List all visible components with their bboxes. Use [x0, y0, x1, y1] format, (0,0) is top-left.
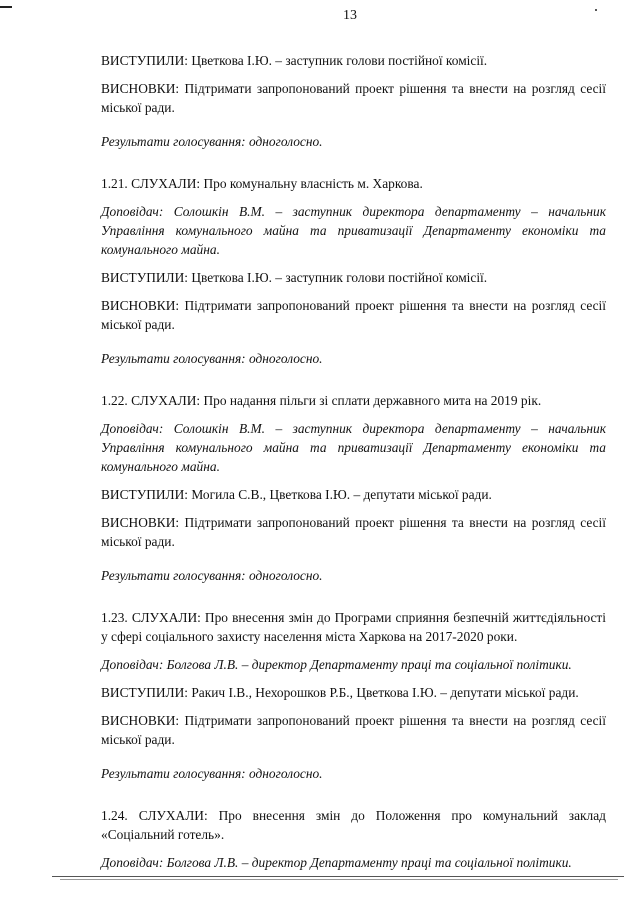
- speakers-paragraph: ВИСТУПИЛИ: Цветкова І.Ю. – заступник голови постійної комісії.: [101, 270, 488, 285]
- agenda-item-heading: 1.23. СЛУХАЛИ: Про внесення змін до Програми сприяння безпечній життєдіяльності у сфері соціального захисту населення міста Харкова на 2017-2020 роки.: [101, 610, 606, 644]
- rapporteur-paragraph: Доповідач: Болгова Л.В. – директор Департаменту праці та соціальної політики.: [101, 855, 572, 870]
- speakers-paragraph: ВИСТУПИЛИ: Могила С.В., Цветкова І.Ю. – депутати міської ради.: [101, 487, 492, 502]
- voting-result: Результати голосування: одноголосно.: [101, 766, 323, 781]
- rapporteur-paragraph: Доповідач: Болгова Л.В. – директор Департаменту праці та соціальної політики.: [101, 657, 572, 672]
- rapporteur-paragraph: Доповідач: Солошкін В.М. – заступник директора департаменту – начальник Управління комунального майна та приватизації Департаменту економіки та комунального майна.: [101, 421, 606, 474]
- document-body: [101, 51, 606, 881]
- conclusions-paragraph: ВИСНОВКИ: Підтримати запропонований проект рішення та внести на розгляд сесії міської ради.: [101, 515, 606, 549]
- agenda-item-heading: 1.24. СЛУХАЛИ: Про внесення змін до Положення про комунальний заклад «Соціальний готель».: [101, 808, 606, 842]
- conclusions-paragraph: ВИСНОВКИ: Підтримати запропонований проект рішення та внести на розгляд сесії міської ради.: [101, 81, 606, 115]
- voting-result: Результати голосування: одноголосно.: [101, 568, 323, 583]
- page-number: 13: [343, 8, 357, 23]
- agenda-item-heading: 1.22. СЛУХАЛИ: Про надання пільги зі сплати державного мита на 2019 рік.: [101, 393, 542, 408]
- speakers-paragraph: ВИСТУПИЛИ: Цветкова І.Ю. – заступник голови постійної комісії.: [101, 53, 488, 68]
- agenda-item-heading: 1.21. СЛУХАЛИ: Про комунальну власність м. Харкова.: [101, 176, 423, 191]
- rapporteur-paragraph: Доповідач: Солошкін В.М. – заступник директора департаменту – начальник Управління комунального майна та приватизації Департаменту економіки та комунального майна.: [101, 204, 606, 257]
- conclusions-paragraph: ВИСНОВКИ: Підтримати запропонований проект рішення та внести на розгляд сесії міської ради.: [101, 713, 606, 747]
- conclusions-paragraph: ВИСНОВКИ: Підтримати запропонований проект рішення та внести на розгляд сесії міської ради.: [101, 298, 606, 332]
- voting-result: Результати голосування: одноголосно.: [101, 134, 323, 149]
- voting-result: Результати голосування: одноголосно.: [101, 351, 323, 366]
- speakers-paragraph: ВИСТУПИЛИ: Ракич І.В., Нехорошков Р.Б., Цветкова І.Ю. – депутати міської ради.: [101, 685, 579, 700]
